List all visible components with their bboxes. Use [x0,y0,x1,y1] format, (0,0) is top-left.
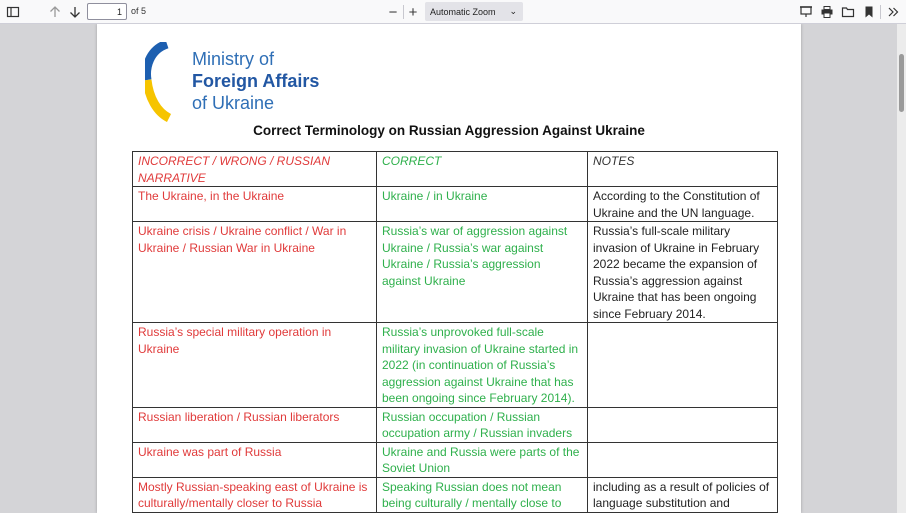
logo-line-1: Ministry of [192,49,275,69]
correct-cell: Russia’s war of aggression against Ukraine / Russia’s war against Ukraine / Russia’s aggression against Ukraine [377,222,588,323]
document-viewer[interactable] [0,24,906,513]
incorrect-cell: Ukraine crisis / Ukraine conflict / War in Ukraine / Russian War in Ukraine [133,222,377,323]
zoom-in-button[interactable]: + [408,3,418,21]
table-row [133,187,778,222]
presentation-mode-icon[interactable] [797,3,815,21]
correct-cell: Speaking Russian does not mean being culturally / mentally close to [377,477,588,512]
incorrect-cell: Russia’s special military operation in Ukraine [133,323,377,408]
zoom-select[interactable] [425,2,523,21]
correct-cell: Ukraine and Russia were parts of the Soviet Union [377,442,588,477]
pdf-page [97,24,801,513]
logo-line-2: Foreign Affairs [192,71,320,91]
incorrect-cell: Mostly Russian-speaking east of Ukraine is culturally/mentally closer to Russia [133,477,377,512]
header-incorrect: INCORRECT / WRONG / RUSSIAN NARRATIVE [133,152,377,187]
table-row [133,222,778,323]
chevron-down-icon: ⌄ [509,6,517,16]
page-number-input[interactable] [87,3,127,20]
incorrect-cell: Russian liberation / Russian liberators [133,407,377,442]
logo-line-3: of Ukraine [192,93,275,113]
bookmark-icon[interactable] [860,3,878,21]
header-notes: NOTES [588,152,778,187]
pdf-toolbar [0,0,906,24]
incorrect-cell: Ukraine was part of Russia [133,442,377,477]
toolbar-divider [880,5,881,19]
header-correct: CORRECT [377,152,588,187]
table-header-row [133,152,778,187]
notes-cell [588,442,778,477]
zoom-out-button[interactable]: − [388,3,398,21]
ministry-logo-text [192,48,319,114]
page-count-label: of 5 [131,6,147,16]
table-row [133,323,778,408]
terminology-table [132,151,778,513]
notes-cell: Russia’s full-scale military invasion of Ukraine in February 2022 became the expansion of Russia’s aggression against Ukraine that has been ongoing since February 2014. [588,222,778,323]
notes-cell [588,323,778,408]
table-row [133,407,778,442]
incorrect-cell: The Ukraine, in the Ukraine [133,187,377,222]
vertical-scrollbar[interactable] [897,24,906,513]
correct-cell: Russian occupation / Russian occupation army / Russian invaders [377,407,588,442]
print-icon[interactable] [818,3,836,21]
notes-cell [588,407,778,442]
sidebar-toggle-icon[interactable] [4,3,22,21]
previous-page-icon[interactable] [46,3,64,21]
open-file-icon[interactable] [839,3,857,21]
table-row [133,477,778,512]
notes-cell: According to the Constitution of Ukraine and the UN language. [588,187,778,222]
scrollbar-thumb[interactable] [899,54,904,112]
correct-cell: Ukraine / in Ukraine [377,187,588,222]
next-page-icon[interactable] [66,3,84,21]
zoom-select-value: Automatic Zoom [430,6,496,17]
tools-menu-icon[interactable] [884,3,902,21]
document-title: Correct Terminology on Russian Aggression Against Ukraine [253,123,645,138]
table-row [133,442,778,477]
notes-cell: including as a result of policies of language substitution and [588,477,778,512]
correct-cell: Russia’s unprovoked full-scale military invasion of Ukraine started in 2022 (in continuation of Russia’s aggression against Ukraine that has been ongoing since February 2014). [377,323,588,408]
